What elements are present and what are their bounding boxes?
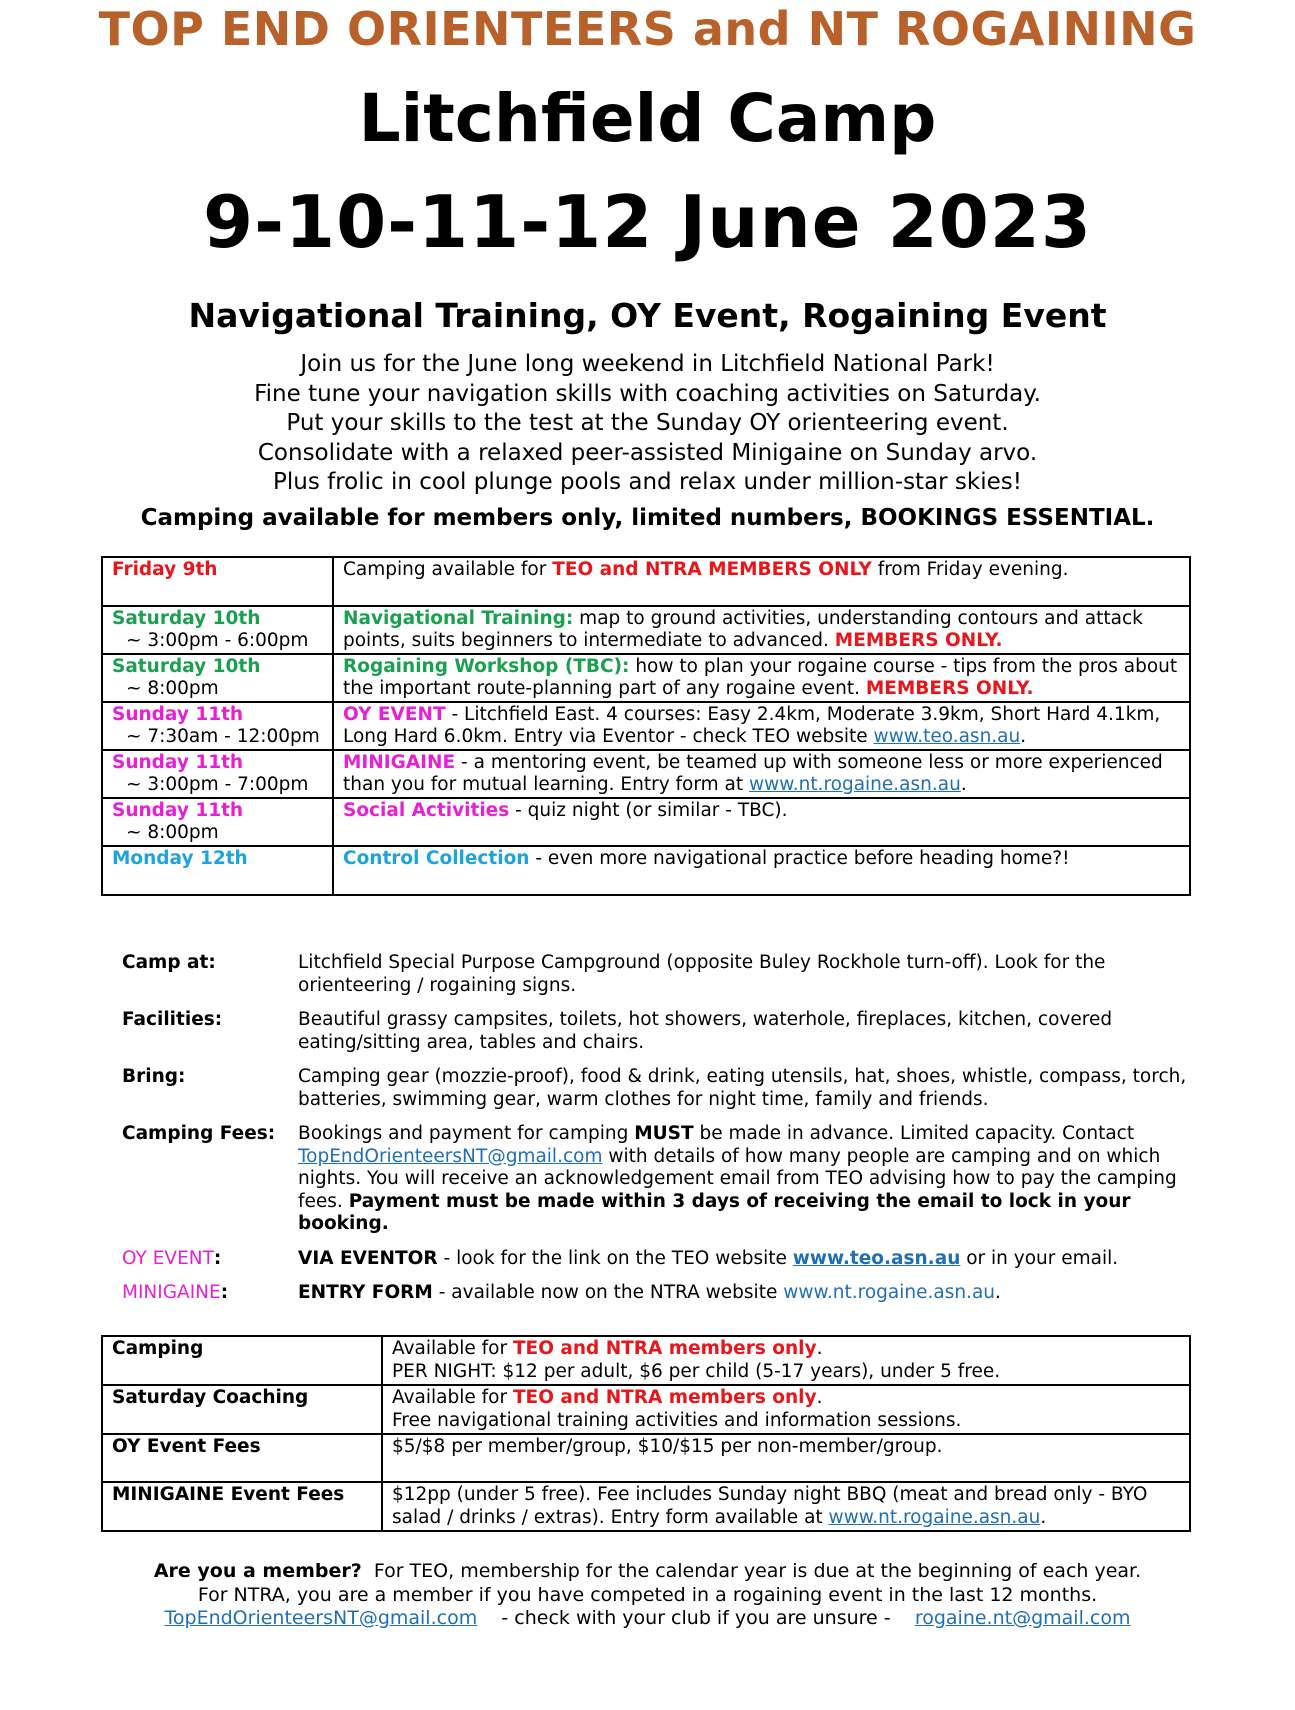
member-question: Are you a member? — [153, 1560, 362, 1582]
fee-label: OY Event Fees — [102, 1434, 382, 1482]
info-label: MINIGAINE: — [122, 1282, 229, 1303]
schedule-day-cell — [102, 557, 333, 606]
info-value: ENTRY FORM - available now on the NTRA website www.nt.rogaine.asn.au. — [298, 1282, 1001, 1303]
fee-details: Available for TEO and NTRA members only. PER NIGHT: $12 per adult, $6 per child (5-17 years), under 5 free. — [382, 1336, 1190, 1385]
info-section — [122, 952, 1202, 1317]
info-row-minigaine — [122, 1282, 1202, 1305]
info-row-camp-at — [122, 952, 1202, 997]
info-label: Camp at: — [122, 952, 216, 973]
schedule-day-cell — [102, 606, 333, 654]
teo-email-link[interactable]: TopEndOrienteersNT@gmail.com — [164, 1607, 478, 1629]
info-row-facilities — [122, 1009, 1202, 1054]
schedule-desc-cell: MINIGAINE - a mentoring event, be teamed up with someone less or more experienced than you for mutual learning. Entry form at www.nt.rogaine.asn.au. — [333, 750, 1190, 798]
day-label: Sunday 11th — [112, 800, 244, 821]
info-value: Beautiful grassy campsites, toilets, hot showers, waterhole, fireplaces, kitchen, covered eating/sitting area, tables and chairs. — [298, 1009, 1113, 1053]
fee-details: $12pp (under 5 free). Fee includes Sunday night BBQ (meat and bread only - BYO salad / drinks / extras). Entry form available at www.nt.rogaine.asn.au. — [382, 1482, 1190, 1531]
schedule-day-cell — [102, 846, 333, 895]
activity-title: Rogaining Workshop (TBC): — [343, 656, 630, 677]
schedule-desc-cell: Rogaining Workshop (TBC): how to plan your rogaine course - tips from the pros about the important route-planning part of any rogaine event. MEMBERS ONLY. — [333, 654, 1190, 702]
activity-title: OY EVENT — [343, 704, 446, 725]
footer-line: For NTRA, you are a member if you have competed in a rogaining event in the last 12 months. — [197, 1583, 1098, 1606]
members-only-tag: MEMBERS ONLY. — [834, 629, 1003, 651]
schedule-row — [102, 846, 1190, 895]
schedule-row — [102, 557, 1190, 606]
ntra-website-link[interactable]: www.nt.rogaine.asn.au — [783, 1282, 996, 1303]
intro-line: Plus frolic in cool plunge pools and relax under million-star skies! — [273, 469, 1022, 495]
time-label: ~ 8:00pm — [126, 821, 219, 843]
ntra-website-link[interactable]: www.nt.rogaine.asn.au — [749, 773, 961, 795]
info-row-camping-fees — [122, 1123, 1202, 1236]
intro-paragraph — [0, 350, 1295, 498]
organization-banner: TOP END ORIENTEERS and NT ROGAINING — [98, 2, 1197, 56]
time-label: ~ 8:00pm — [126, 677, 219, 699]
fee-details: $5/$8 per member/group, $10/$15 per non-member/group. — [382, 1434, 1190, 1482]
activity-title: MINIGAINE — [343, 752, 456, 773]
day-label: Sunday 11th — [112, 752, 244, 773]
intro-line: Consolidate with a relaxed peer-assisted Minigaine on Sunday arvo. — [257, 439, 1038, 466]
schedule-desc-cell: Navigational Training: map to ground activities, understanding contours and attack points, suits beginners to intermediate to advanced. MEMBERS ONLY. — [333, 606, 1190, 654]
fee-label: Saturday Coaching — [102, 1385, 382, 1434]
schedule-desc-cell: Camping available for TEO and NTRA MEMBERS ONLY from Friday evening. — [333, 557, 1190, 606]
fees-row — [102, 1336, 1190, 1385]
event-dates: 9-10-11-12 June 2023 — [203, 180, 1092, 264]
day-label: Friday 9th — [112, 559, 218, 580]
schedule-day-cell — [102, 702, 333, 750]
schedule-row — [102, 654, 1190, 702]
info-value: Bookings and payment for camping MUST be made in advance. Limited capacity. Contact TopEndOrienteersNT@gmail.com with details of how many people are camping and on which nights. You will receive an acknowledgement email from TEO advising how to pay the camping fees. Payment must be made within 3 days of receiving the email to lock in your booking. — [298, 1123, 1177, 1234]
members-only-highlight: TEO and NTRA members only — [512, 1338, 817, 1359]
activity-title: Social Activities — [343, 800, 510, 821]
fees-table — [101, 1335, 1191, 1532]
day-label: Monday 12th — [112, 848, 248, 869]
info-label: Camping Fees: — [122, 1123, 276, 1144]
info-row-bring — [122, 1066, 1202, 1111]
teo-website-link[interactable]: www.teo.asn.au — [792, 1247, 961, 1269]
members-only-highlight: TEO and NTRA MEMBERS ONLY — [552, 559, 872, 580]
fees-row — [102, 1482, 1190, 1531]
info-value: Camping gear (mozzie-proof), food & drink, eating utensils, hat, shoes, whistle, compass, torch, batteries, swimming gear, warm clothes for night time, family and friends. — [298, 1066, 1187, 1110]
schedule-row — [102, 702, 1190, 750]
ntra-email-link[interactable]: rogaine.nt@gmail.com — [914, 1607, 1131, 1629]
intro-line: Fine tune your navigation skills with coaching activities on Saturday. — [254, 380, 1041, 407]
info-value: Litchfield Special Purpose Campground (opposite Buley Rockhole turn-off). Look for the orienteering / rogaining signs. — [298, 952, 1106, 996]
time-label: ~ 3:00pm - 7:00pm — [126, 773, 309, 795]
booking-notice: Camping available for members only, limited numbers, BOOKINGS ESSENTIAL. — [140, 505, 1155, 531]
members-only-tag: MEMBERS ONLY. — [865, 677, 1034, 699]
activity-title: Control Collection — [343, 848, 530, 869]
fee-label: MINIGAINE Event Fees — [102, 1482, 382, 1531]
ntra-website-link[interactable]: www.nt.rogaine.asn.au — [828, 1507, 1041, 1528]
schedule-row — [102, 798, 1190, 846]
fees-row — [102, 1434, 1190, 1482]
info-value: VIA EVENTOR - look for the link on the TEO website www.teo.asn.au or in your email. — [298, 1247, 1119, 1269]
intro-line: Put your skills to the test at the Sunday OY orienteering event. — [286, 410, 1009, 436]
schedule-day-cell — [102, 654, 333, 702]
fee-details: Available for TEO and NTRA members only. Free navigational training activities and information sessions. — [382, 1385, 1190, 1434]
teo-website-link[interactable]: www.teo.asn.au — [873, 725, 1021, 747]
day-label: Sunday 11th — [112, 704, 244, 725]
time-label: ~ 3:00pm - 6:00pm — [126, 629, 309, 651]
payment-deadline-notice: Payment must be made within 3 days of receiving the email to lock in your booking. — [298, 1190, 1131, 1234]
schedule-desc-cell: OY EVENT - Litchfield East. 4 courses: Easy 2.4km, Moderate 3.9km, Short Hard 4.1km, Long Hard 6.0km. Entry via Eventor - check TEO website www.teo.asn.au. — [333, 702, 1190, 750]
schedule-day-cell — [102, 798, 333, 846]
page-title: Litchfield Camp — [358, 80, 937, 157]
schedule-table — [101, 556, 1191, 896]
fee-label: Camping — [102, 1336, 382, 1385]
info-label: Facilities: — [122, 1009, 223, 1030]
info-label: OY EVENT: — [122, 1247, 222, 1269]
time-label: ~ 7:30am - 12:00pm — [126, 725, 320, 747]
day-label: Saturday 10th — [112, 608, 261, 629]
schedule-row — [102, 750, 1190, 798]
day-label: Saturday 10th — [112, 656, 261, 677]
intro-line: Join us for the June long weekend in Litchfield National Park! — [300, 351, 995, 377]
schedule-row — [102, 606, 1190, 654]
info-row-oy-event — [122, 1248, 1202, 1271]
info-label: Bring: — [122, 1066, 186, 1087]
schedule-day-cell — [102, 750, 333, 798]
members-only-highlight: TEO and NTRA members only — [512, 1387, 817, 1408]
schedule-desc-cell: Control Collection - even more navigational practice before heading home?! — [333, 846, 1190, 895]
activity-title: Navigational Training: — [343, 608, 574, 629]
teo-email-link[interactable]: TopEndOrienteersNT@gmail.com — [298, 1145, 603, 1167]
footer-line: Are you a member? For TEO, membership for the calendar year is due at the beginning of each year. — [153, 1560, 1142, 1582]
event-subtitle: Navigational Training, OY Event, Rogaining Event — [188, 296, 1107, 335]
schedule-desc-cell: Social Activities - quiz night (or similar - TBC). — [333, 798, 1190, 846]
fees-row — [102, 1385, 1190, 1434]
membership-footer — [0, 1560, 1295, 1631]
footer-line: TopEndOrienteersNT@gmail.com - check with your club if you are unsure - rogaine.nt@gmail.com — [164, 1607, 1131, 1629]
